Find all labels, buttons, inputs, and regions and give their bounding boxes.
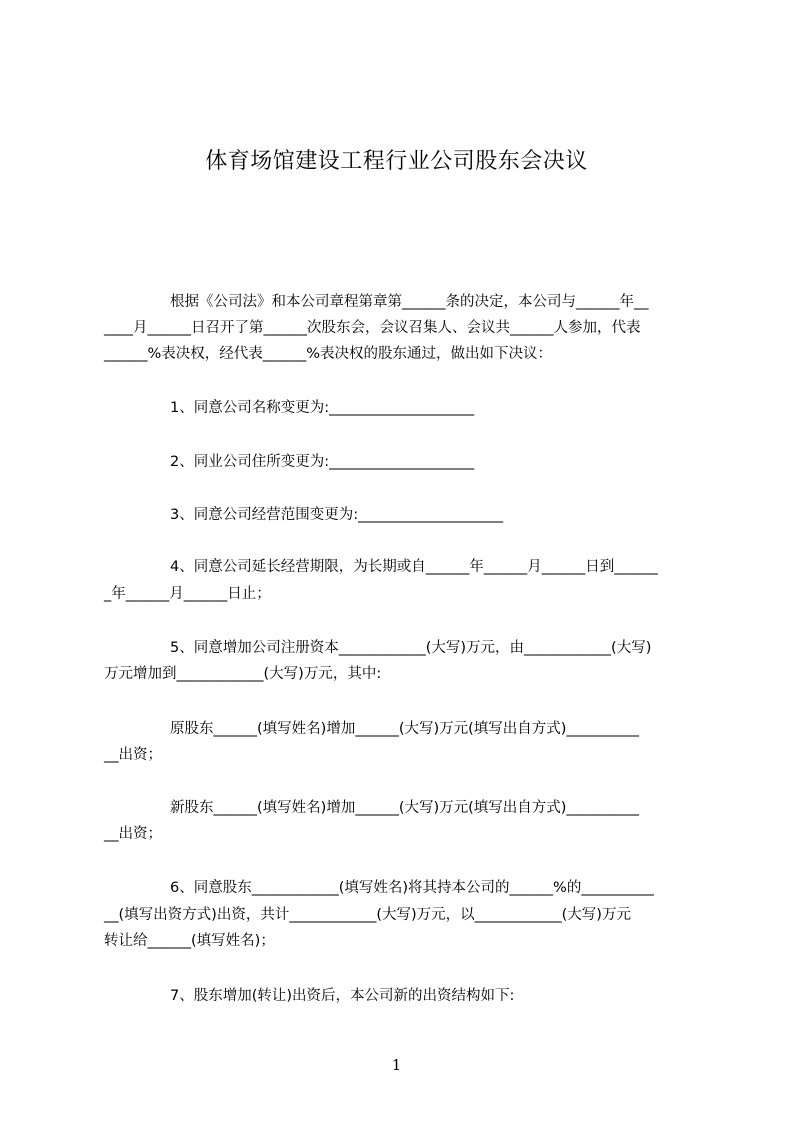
preamble-line-1: 根据《公司法》和本公司章程第章第______条的决定，本公司与______年__ bbox=[170, 294, 649, 310]
page-number: 1 bbox=[391, 1056, 402, 1074]
preamble-line-2: ____月______日召开了第______次股东会，会议召集人、会议共______人参加，代表 bbox=[104, 320, 641, 336]
original-shareholder-line-1: 原股东______(填写姓名)增加______(大写)万元(填写出自方式)__________ bbox=[170, 721, 639, 737]
resolution-item-3: 3、同意公司经营范围变更为:____________________ bbox=[170, 507, 504, 523]
resolution-item-7: 7、股东增加(转让)出资后，本公司新的出资结构如下: bbox=[170, 988, 515, 1004]
resolution-item-6-line-2: __(填写出资方式)出资，共计____________(大写)万元，以____________(大写)万元 bbox=[104, 907, 631, 923]
new-shareholder-line-2: __出资； bbox=[104, 826, 162, 842]
preamble-line-3: ______%表决权，经代表______%表决权的股东通过，做出如下决议： bbox=[104, 346, 553, 362]
document-title: 体育场馆建设工程行业公司股东会决议 bbox=[205, 149, 588, 174]
resolution-item-4-line-1: 4、同意公司延长经营期限，为长期或自______年______月______日到______ bbox=[170, 559, 658, 575]
original-shareholder-line-2: __出资； bbox=[104, 747, 162, 763]
resolution-item-6-line-3: 转让给______(填写姓名)； bbox=[104, 933, 275, 949]
resolution-item-6-line-1: 6、同意股东____________(填写姓名)将其持本公司的______%的__________ bbox=[170, 880, 654, 896]
resolution-item-5-line-2: 万元增加到____________(大写)万元，其中: bbox=[104, 666, 382, 682]
resolution-item-5-line-1: 5、同意增加公司注册资本____________(大写)万元，由____________(大写) bbox=[170, 640, 652, 656]
new-shareholder-line-1: 新股东______(填写姓名)增加______(大写)万元(填写出自方式)__________ bbox=[170, 800, 639, 816]
resolution-item-4-line-2: _年______月______日止； bbox=[104, 586, 271, 602]
resolution-item-2: 2、同业公司住所变更为:____________________ bbox=[170, 454, 475, 470]
resolution-item-1: 1、同意公司名称变更为:____________________ bbox=[170, 400, 475, 416]
